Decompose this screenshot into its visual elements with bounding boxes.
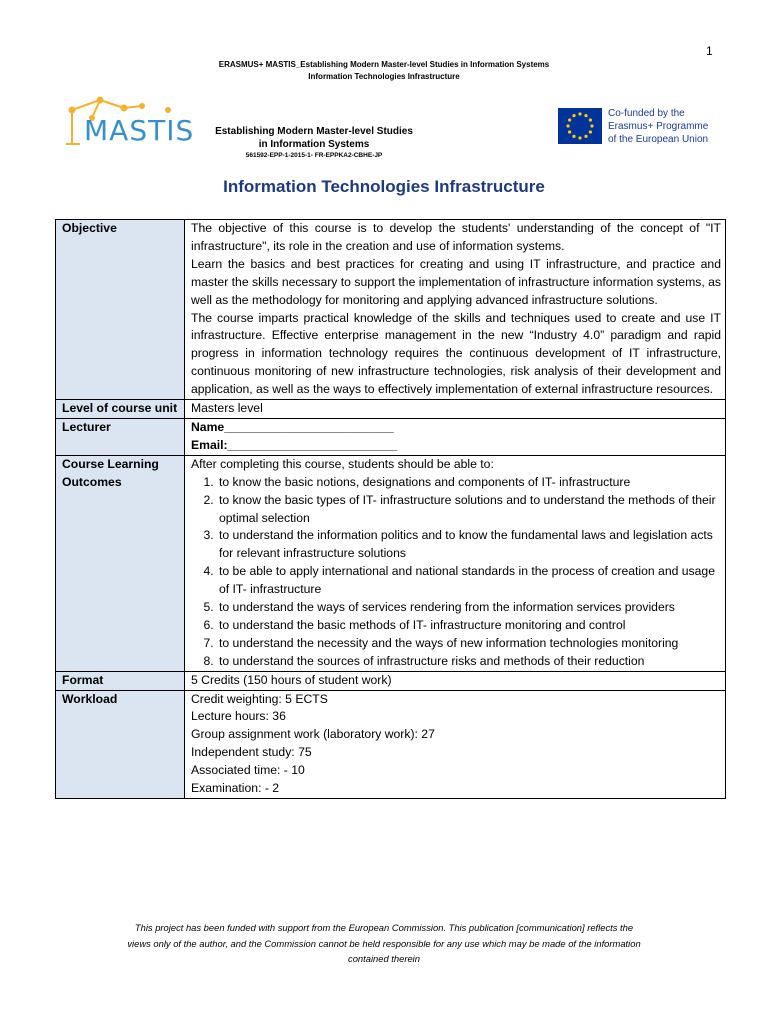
project-title-line-1: Establishing Modern Master-level Studies: [215, 126, 413, 137]
eu-line-1: Co-funded by the: [608, 108, 685, 119]
outcome-item: 5. to understand the ways of services rendering from the information services providers: [217, 599, 721, 617]
workload-line: Lecture hours: 36: [191, 709, 286, 724]
disclaimer-line-3: contained therein: [348, 953, 420, 964]
eu-cofunded-text: [608, 107, 708, 146]
page-number: 1: [706, 44, 713, 58]
page-header: [0, 59, 768, 83]
lecturer-email-field: Email:_________________________: [191, 437, 398, 452]
workload-line: Credit weighting: 5 ECTS: [191, 691, 328, 706]
objective-content: [185, 220, 726, 400]
workload-line: Group assignment work (laboratory work): 27: [191, 727, 435, 742]
outcome-item: 4. to be able to apply international and national standards in the process of creation and usage of IT- infrastructure: [217, 563, 721, 599]
objective-paragraph-2: Learn the basics and best practices for creating and using IT infrastructure, and practice and master the skills necessary to support the implementation of infrastructure information systems, as well as the methodology for monitoring and applying advanced infrastructure solutions.: [191, 256, 721, 307]
workload-content: [185, 690, 726, 798]
objective-label: Objective: [56, 220, 185, 400]
workload-line: Independent study: 75: [191, 745, 312, 760]
project-title-line-2: in Information Systems: [258, 139, 370, 150]
eu-line-3: of the European Union: [608, 134, 709, 145]
workload-label: Workload: [56, 690, 185, 798]
outcomes-content: [185, 455, 726, 671]
level-value: Masters level: [185, 400, 726, 419]
mastis-logo-text: MASTIS: [84, 114, 195, 147]
disclaimer-line-1: This project has been funded with support from the European Commission. This publication [communication] reflects the: [134, 922, 634, 933]
row-lecturer: [56, 418, 726, 455]
outcome-item: 7. to understand the necessity and the ways of new information technologies monitoring: [217, 635, 721, 653]
outcome-item: 6. to understand the basic methods of IT- infrastructure monitoring and control: [217, 617, 721, 635]
row-format: [56, 671, 726, 690]
outcomes-label: Course Learning Outcomes: [56, 455, 185, 671]
lecturer-content: [185, 418, 726, 455]
funding-disclaimer: [40, 920, 728, 967]
format-label: Format: [56, 671, 185, 690]
outcome-item: 8. to understand the sources of infrastructure risks and methods of their reduction: [217, 653, 721, 671]
row-outcomes: [56, 455, 726, 671]
outcome-item: 3. to understand the information politics and to know the fundamental laws and legislation acts for relevant infrastructure solutions: [217, 527, 721, 563]
workload-line: Associated time: - 10: [191, 763, 305, 778]
row-objective: [56, 220, 726, 400]
outcome-item: 2. to know the basic types of IT- infrastructure solutions and to understand the methods of their optimal selection: [217, 492, 721, 528]
mastis-logo: [62, 96, 195, 156]
workload-line: Examination: - 2: [191, 781, 280, 796]
eu-line-2: Erasmus+ Programme: [608, 121, 709, 132]
outcome-item: 1. to know the basic notions, designations and components of IT- infrastructure: [217, 474, 721, 492]
outcomes-list: [191, 474, 721, 671]
disclaimer-line-2: views only of the author, and the Commission cannot be held responsible for any use which may be made of the information: [127, 937, 641, 949]
outcomes-intro: After completing this course, students should be able to:: [191, 456, 494, 471]
level-label: Level of course unit: [56, 400, 185, 419]
lecturer-name-field: Name_________________________: [191, 419, 394, 434]
document-title: Information Technologies Infrastructure: [223, 177, 545, 196]
objective-paragraph-1: The objective of this course is to develop the students' understanding of the concept of "IT infrastructure", its role in the creation and use of information systems.: [191, 221, 721, 253]
format-value: 5 Credits (150 hours of student work): [185, 671, 726, 690]
course-info-table: [55, 219, 726, 799]
objective-paragraph-3: The course imparts practical knowledge of the skills and techniques used to create and use IT infrastructure. Effective enterprise management in the new “Industry 4.0” paradigm and rapid progress in information technology requires the continuous development of IT infrastructure, continuous monitoring of new infrastructure technologies, risk analysis of their development and application, as well as the ways to effectively implementation of external infrastructure resources.: [191, 310, 721, 397]
row-level: [56, 400, 726, 419]
eu-flag-icon: [558, 108, 602, 144]
header-line-1: ERASMUS+ MASTIS_Establishing Modern Master-level Studies in Information Systems: [218, 60, 550, 69]
row-workload: [56, 690, 726, 798]
project-code: 561592-EPP-1-2015-1- FR-EPPKA2-CBHE-JP: [245, 152, 383, 159]
lecturer-label: Lecturer: [56, 418, 185, 455]
project-title: [200, 125, 428, 151]
header-line-2: Information Technologies Infrastructure: [308, 72, 460, 81]
